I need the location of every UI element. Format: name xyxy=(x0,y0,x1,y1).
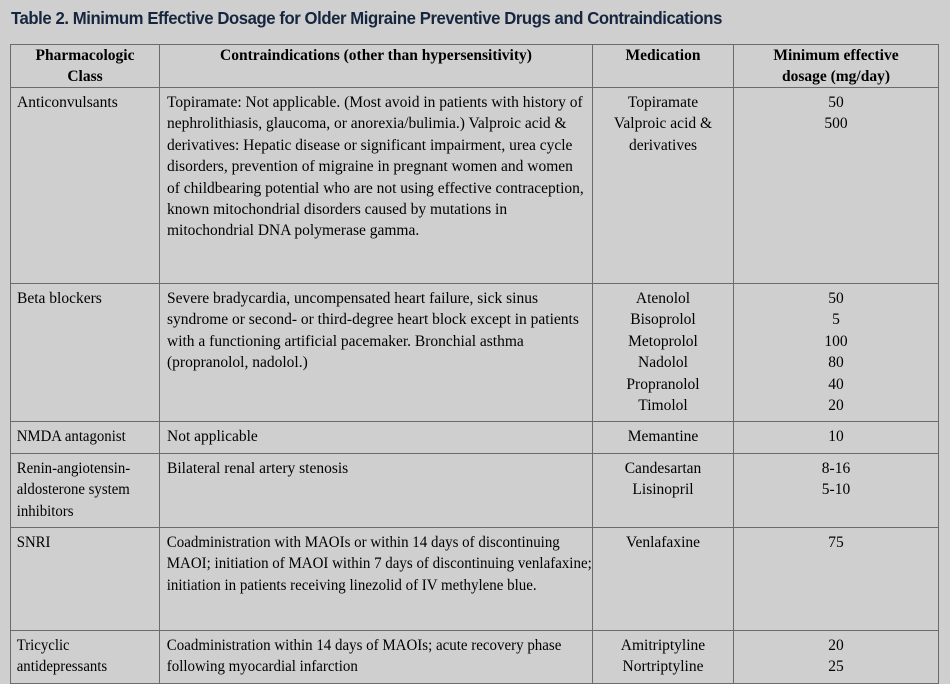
cell-medication xyxy=(593,284,734,422)
dosage-item: 500 xyxy=(824,115,848,133)
cell-pharmacologic-class xyxy=(11,528,160,631)
medication-item: Valproic acid & derivatives xyxy=(613,115,713,154)
medication-list xyxy=(593,454,733,506)
medication-list xyxy=(593,528,733,558)
medication-item: Candesartan xyxy=(624,459,702,477)
dosage-item: 8-16 xyxy=(821,459,851,477)
cell-medication xyxy=(593,631,734,684)
medication-item: Atenolol xyxy=(635,290,691,307)
dosage-list xyxy=(734,454,938,506)
medication-item: Nortriptyline xyxy=(622,658,704,676)
column-header-pharmacologic-class xyxy=(11,45,160,88)
pharmacologic-class-text: Renin-angiotensin-aldosterone system inhibitors xyxy=(16,459,131,520)
dosage-list xyxy=(734,88,938,140)
table-title: Table 2. Minimum Effective Dosage for Older Migraine Preventive Drugs and Contraindications xyxy=(11,8,722,28)
table-row xyxy=(11,528,939,631)
dosage-item: 5 xyxy=(832,311,840,329)
contraindications-text: Topiramate: Not applicable. (Most avoid in patients with history of nephrolithiasis, glaucoma, or anorexia/bulimia.) Valproic acid & derivatives: Hepatic disease or significant impairment, urea cycle disorders, prevention of migraine in pregnant women and women of childbearing potential who are not using effective contraception, known mitochondrial disorders caused by mutations in mitochondrial DNA polymerase gamma. xyxy=(167,94,584,240)
contraindications-text: Not applicable xyxy=(167,428,258,446)
cell-minimum-effective-dosage xyxy=(734,422,939,453)
medication-item: Nadolol xyxy=(638,354,688,372)
table-header xyxy=(11,45,939,88)
medication-list xyxy=(593,284,733,421)
contraindications-text: Coadministration with MAOIs or within 14 days of discontinuing MAOI; initiation of MAOI within 7 days of discontinuing venlafaxine; initiation in patients receiving linezolid of IV methylene blue. xyxy=(166,534,592,594)
medication-list xyxy=(593,422,733,452)
dosage-item: 40 xyxy=(828,375,844,393)
medication-item: Topiramate xyxy=(627,94,699,111)
header-line-1: Contraindications (other than hypersensitivity) xyxy=(220,47,532,64)
medication-list xyxy=(593,631,733,683)
pharmacologic-class-text: NMDA antagonist xyxy=(16,428,126,446)
cell-minimum-effective-dosage xyxy=(734,88,939,284)
cell-medication xyxy=(593,88,734,284)
cell-pharmacologic-class xyxy=(11,422,160,453)
table-row xyxy=(11,88,939,284)
cell-medication xyxy=(593,422,734,453)
dosage-item: 75 xyxy=(828,534,844,552)
header-line-1: Pharmacologic xyxy=(35,47,135,64)
medication-item: Propranolol xyxy=(626,375,700,393)
pharmacologic-class-text: Anticonvulsants xyxy=(17,94,118,111)
medication-item: Memantine xyxy=(627,428,699,446)
cell-pharmacologic-class xyxy=(11,631,160,684)
dosage-item: 25 xyxy=(828,658,844,676)
medication-item: Venlafaxine xyxy=(625,534,701,552)
column-header-medication xyxy=(593,45,734,88)
dosage-item: 80 xyxy=(828,354,844,372)
cell-medication xyxy=(593,453,734,527)
cell-contraindications xyxy=(160,453,593,527)
table-row xyxy=(11,422,939,453)
header-line-1: Medication xyxy=(625,47,701,64)
pharmacologic-class-text: SNRI xyxy=(16,534,51,552)
table-row xyxy=(11,631,939,684)
dosage-item: 20 xyxy=(828,637,844,655)
table-row xyxy=(11,284,939,422)
dosage-list xyxy=(734,284,938,421)
cell-minimum-effective-dosage xyxy=(734,284,939,422)
medication-list xyxy=(593,88,733,161)
medication-item: Amitriptyline xyxy=(620,637,706,655)
dosage-item: 10 xyxy=(828,428,844,446)
medication-item: Metoprolol xyxy=(628,332,698,350)
dosage-item: 50 xyxy=(828,94,844,111)
column-header-minimum-effective-dosage xyxy=(734,45,939,88)
dosage-item: 100 xyxy=(824,332,848,350)
cell-contraindications xyxy=(160,528,593,631)
cell-pharmacologic-class xyxy=(11,284,160,422)
header-line-2: Class xyxy=(67,68,103,85)
pharmacologic-class-text: Tricyclic antidepressants xyxy=(16,637,108,676)
contraindications-text: Bilateral renal artery stenosis xyxy=(167,459,349,477)
table-body xyxy=(11,88,939,684)
contraindications-text: Coadministration within 14 days of MAOIs; acute recovery phase following myocardial infarction xyxy=(166,637,562,676)
cell-contraindications xyxy=(160,422,593,453)
dosage-list xyxy=(734,422,938,452)
medication-item: Lisinopril xyxy=(632,481,694,499)
pharmacologic-class-text: Beta blockers xyxy=(17,290,102,307)
column-header-contraindications xyxy=(160,45,593,88)
dosage-item: 50 xyxy=(828,290,844,307)
table-row xyxy=(11,453,939,527)
contraindications-text: Severe bradycardia, uncompensated heart failure, sick sinus syndrome or second- or third-degree heart block except in patients with a functioning artificial pacemaker. Bronchial asthma (propranolol, nadolol.) xyxy=(167,290,579,372)
medication-item: Timolol xyxy=(638,397,688,415)
cell-minimum-effective-dosage xyxy=(734,453,939,527)
header-line-1: Minimum effective xyxy=(773,47,899,64)
dosage-list xyxy=(734,528,938,558)
cell-minimum-effective-dosage xyxy=(734,528,939,631)
cell-medication xyxy=(593,528,734,631)
cell-contraindications xyxy=(160,631,593,684)
cell-pharmacologic-class xyxy=(11,453,160,527)
dosage-item: 5-10 xyxy=(821,481,851,499)
cell-contraindications xyxy=(160,284,593,422)
header-line-2: dosage (mg/day) xyxy=(781,68,891,85)
cell-minimum-effective-dosage xyxy=(734,631,939,684)
dosage-item: 20 xyxy=(828,397,844,415)
cell-pharmacologic-class xyxy=(11,88,160,284)
header-row xyxy=(11,45,939,88)
medication-item: Bisoprolol xyxy=(630,311,696,329)
dosage-list xyxy=(734,631,938,683)
cell-contraindications xyxy=(160,88,593,284)
minimum-effective-dosage-table xyxy=(10,44,939,684)
